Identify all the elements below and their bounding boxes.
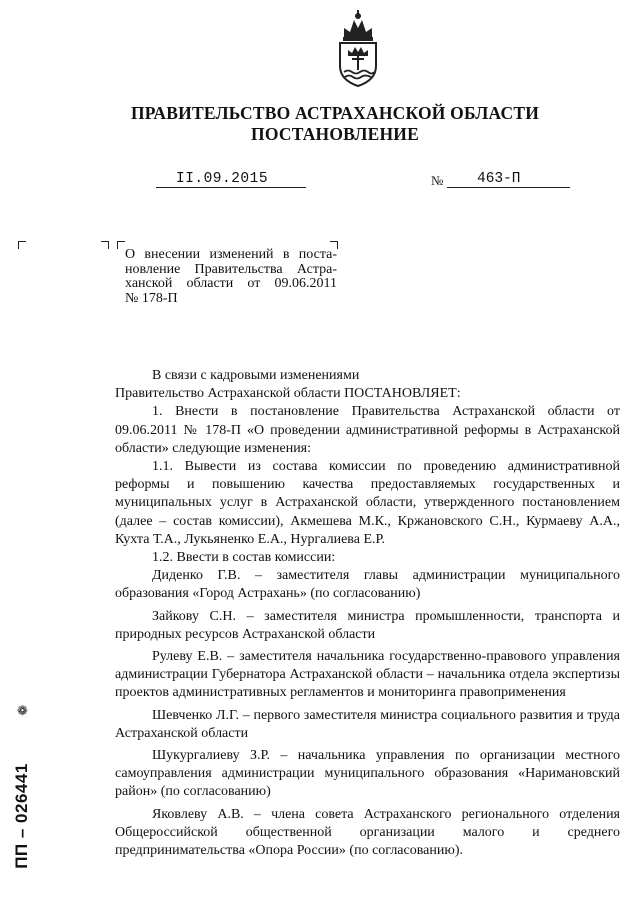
serial-stamp (7, 738, 31, 898)
corner-mark (101, 241, 109, 249)
member-entry: Яковлеву А.В. – члена совета Астраханского регионального отделения Общероссийской общественной организации малого и среднего предпринимательства «Опора России» (по согласованию). (115, 806, 620, 859)
clause-1-1: 1.1. Вывести из состава комиссии по проведению административной реформы и повышению качества предоставляемых государственных и муниципальных услуг в Астраханской области, утвержденного постановлением (далее – состав комиссии), Акмешева М.К., Кржановского С.Н., Курмаеву А.А., Кухта Т.А., Лукьяненко Е.А., Нургалиева Е.Р. (115, 459, 620, 547)
document-type-title: ПОСТАНОВЛЕНИЕ (251, 124, 419, 144)
serial-number: ПП – 026441 (12, 763, 31, 869)
clause-1: 1. Внести в постановление Правительства Астраханской области от 09.06.2011 № 178-П «О проведении административной реформы в Астраханской области» следующие изменения: (115, 404, 620, 456)
number-sign: № (431, 173, 444, 188)
corner-mark (117, 241, 125, 249)
clause-1-2: 1.2. Ввести в состав комиссии: (152, 550, 336, 566)
government-title: ПРАВИТЕЛЬСТВО АСТРАХАНСКОЙ ОБЛАСТИ (130, 103, 540, 123)
flower-seal-icon: ❁ (17, 703, 28, 718)
member-entry: Рулеву Е.В. – заместителя начальника государственно-правового управления администрации Губернатора Астраханской области – начальника отдела экспертизы проектов административных регламентов и мониторинга правоприменения (115, 649, 620, 701)
date-underline (156, 187, 306, 188)
document-date: II.09.2015 (176, 171, 269, 187)
document-body (115, 367, 620, 860)
member-entry: Диденко Г.В. – заместителя главы администрации муниципального образования «Город Астрахань» (по согласованию) (115, 568, 620, 602)
intro-line: В связи с кадровыми изменениями (152, 368, 360, 383)
number-underline (447, 187, 570, 188)
member-entry: Шукургалиеву З.Р. – начальника управления по организации местного самоуправления администрации муниципального образования «Наримановский район» (по согласованию) (115, 748, 620, 800)
subject-line: О внесении изменений в поста- (125, 247, 337, 262)
subject-line: ханской области от 09.06.2011 (125, 276, 337, 292)
member-entry: Зайкову С.Н. – заместителя министра промышленности, транспорта и природных ресурсов Астраханской области (115, 608, 620, 642)
intro-decree-line: Правительство Астраханской области ПОСТАНОВЛЯЕТ: (115, 386, 461, 402)
subject-line: № 178-П (125, 290, 178, 306)
corner-mark (18, 241, 26, 249)
astrakhan-coat-of-arms-icon (330, 8, 386, 88)
subject-line: новление Правительства Астра- (125, 261, 337, 277)
document-number: 463-П (477, 171, 521, 187)
document-subject (125, 248, 337, 306)
member-entry: Шевченко Л.Г. – первого заместителя министра социального развития и труда Астраханской области (115, 707, 620, 741)
